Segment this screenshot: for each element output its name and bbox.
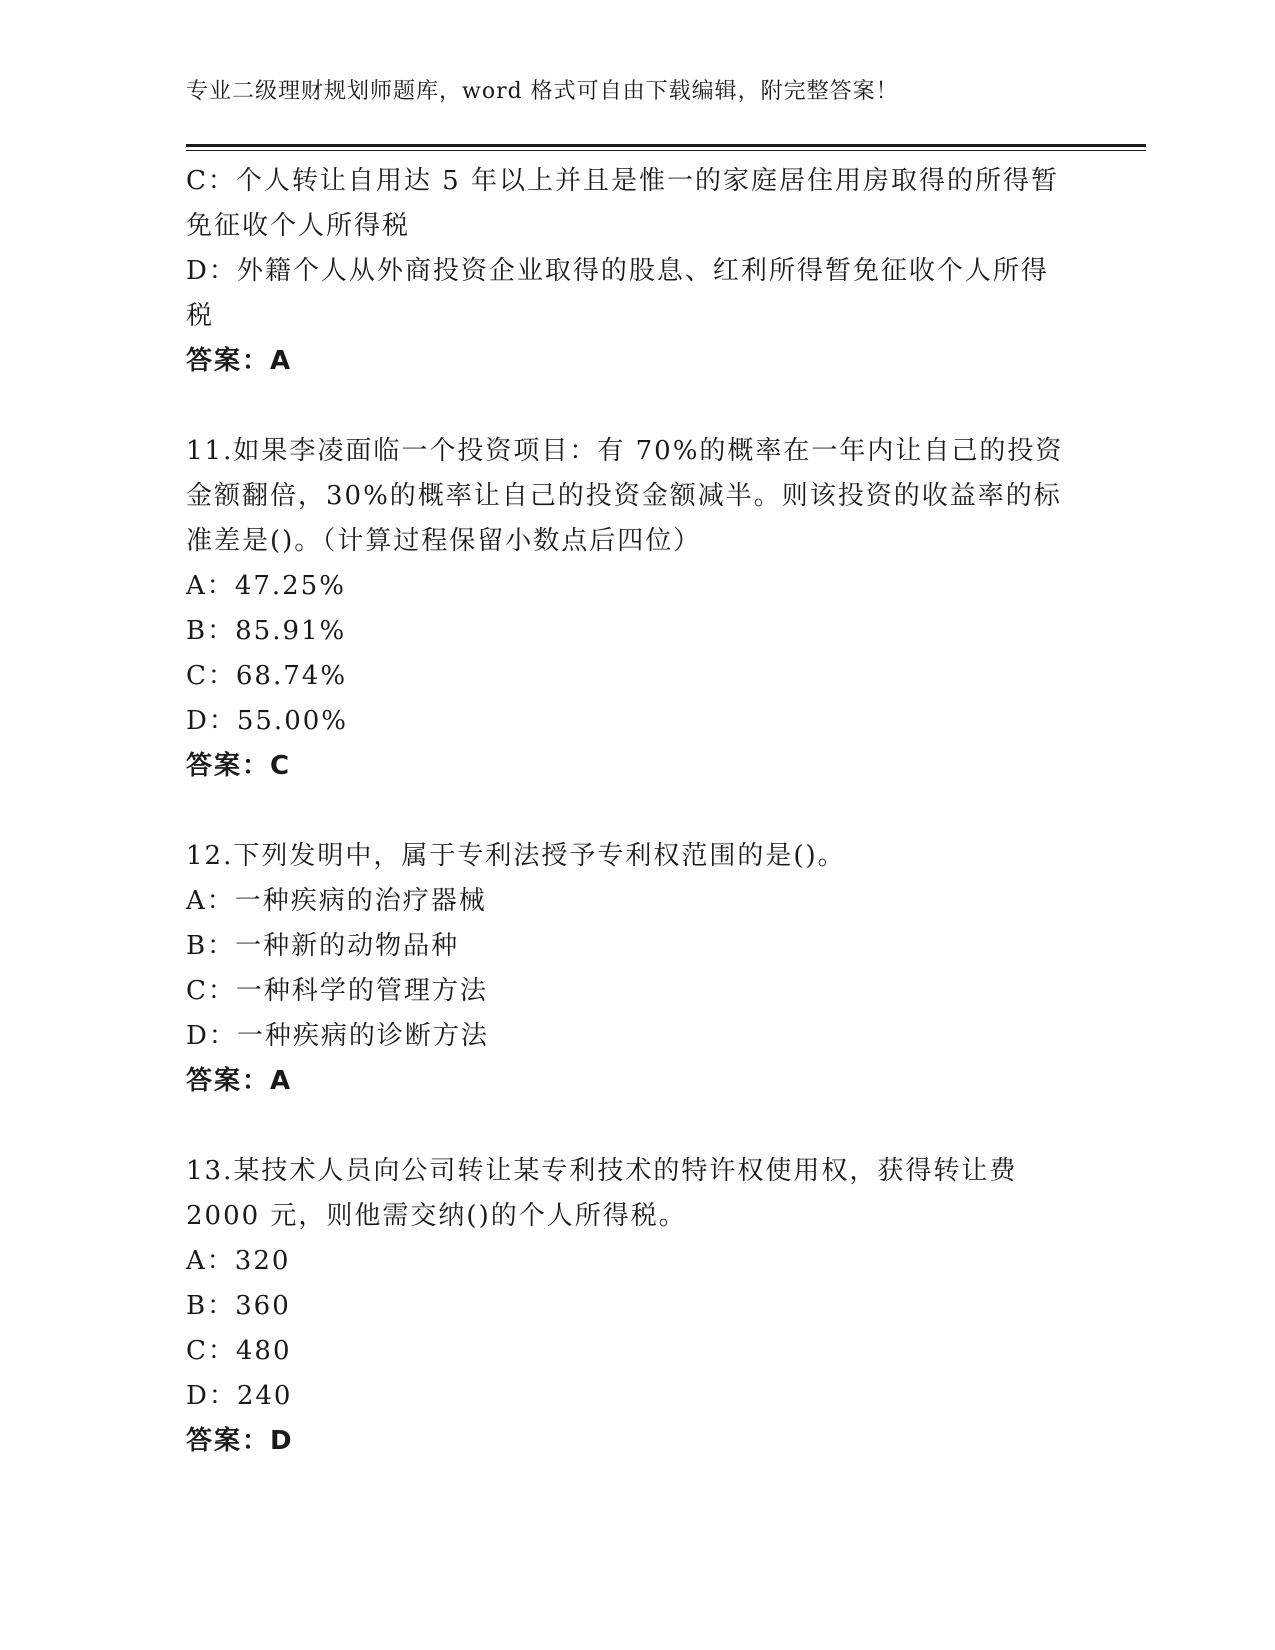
- header-rule-thin: [186, 150, 1146, 151]
- q12-option-c: C：一种科学的管理方法: [186, 976, 488, 1006]
- q12-option-b: B：一种新的动物品种: [186, 931, 460, 961]
- q11-option-d: D：55.00%: [186, 706, 348, 736]
- q12-option-d: D：一种疾病的诊断方法: [186, 1021, 489, 1051]
- q12-stem: 12.下列发明中，属于专利法授予专利权范围的是()。: [186, 841, 846, 871]
- q13-option-a: A：320: [186, 1246, 291, 1276]
- q11-stem-line2: 金额翻倍，30%的概率让自己的投资金额减半。则该投资的收益率的标: [186, 481, 1062, 511]
- q10-option-d-line1: D：外籍个人从外商投资企业取得的股息、红利所得暂免征收个人所得: [186, 256, 1049, 286]
- q13-stem-line2: 2000 元，则他需交纳()的个人所得税。: [186, 1201, 687, 1231]
- q10-option-c-line2: 免征收个人所得税: [186, 211, 411, 241]
- q13-option-c: C：480: [186, 1336, 292, 1366]
- q12-answer: 答案：A: [186, 1066, 293, 1096]
- q11-option-c: C：68.74%: [186, 661, 348, 691]
- q13-option-b: B：360: [186, 1291, 291, 1321]
- q10-option-c-line1: C：个人转让自用达 5 年以上并且是惟一的家庭居住用房取得的所得暂: [186, 166, 1059, 196]
- q11-stem-line3: 准差是()。（计算过程保留小数点后四位）: [186, 526, 702, 556]
- q10-answer: 答案：A: [186, 346, 293, 376]
- q13-stem-line1: 13.某技术人员向公司转让某专利技术的特许权使用权，获得转让费: [186, 1156, 1018, 1186]
- q11-stem-line1: 11.如果李凌面临一个投资项目：有 70%的概率在一年内让自己的投资: [186, 436, 1064, 466]
- q11-option-a: A：47.25%: [186, 571, 346, 601]
- document-header: 专业二级理财规划师题库，word 格式可自由下载编辑，附完整答案！: [186, 79, 899, 104]
- q11-answer: 答案：C: [186, 751, 292, 781]
- q11-option-b: B：85.91%: [186, 616, 347, 646]
- q12-option-a: A：一种疾病的治疗器械: [186, 886, 487, 916]
- header-rule-thick: [186, 144, 1146, 147]
- q13-answer: 答案：D: [186, 1426, 294, 1456]
- q10-option-d-line2: 税: [186, 301, 215, 331]
- q13-option-d: D：240: [186, 1381, 293, 1411]
